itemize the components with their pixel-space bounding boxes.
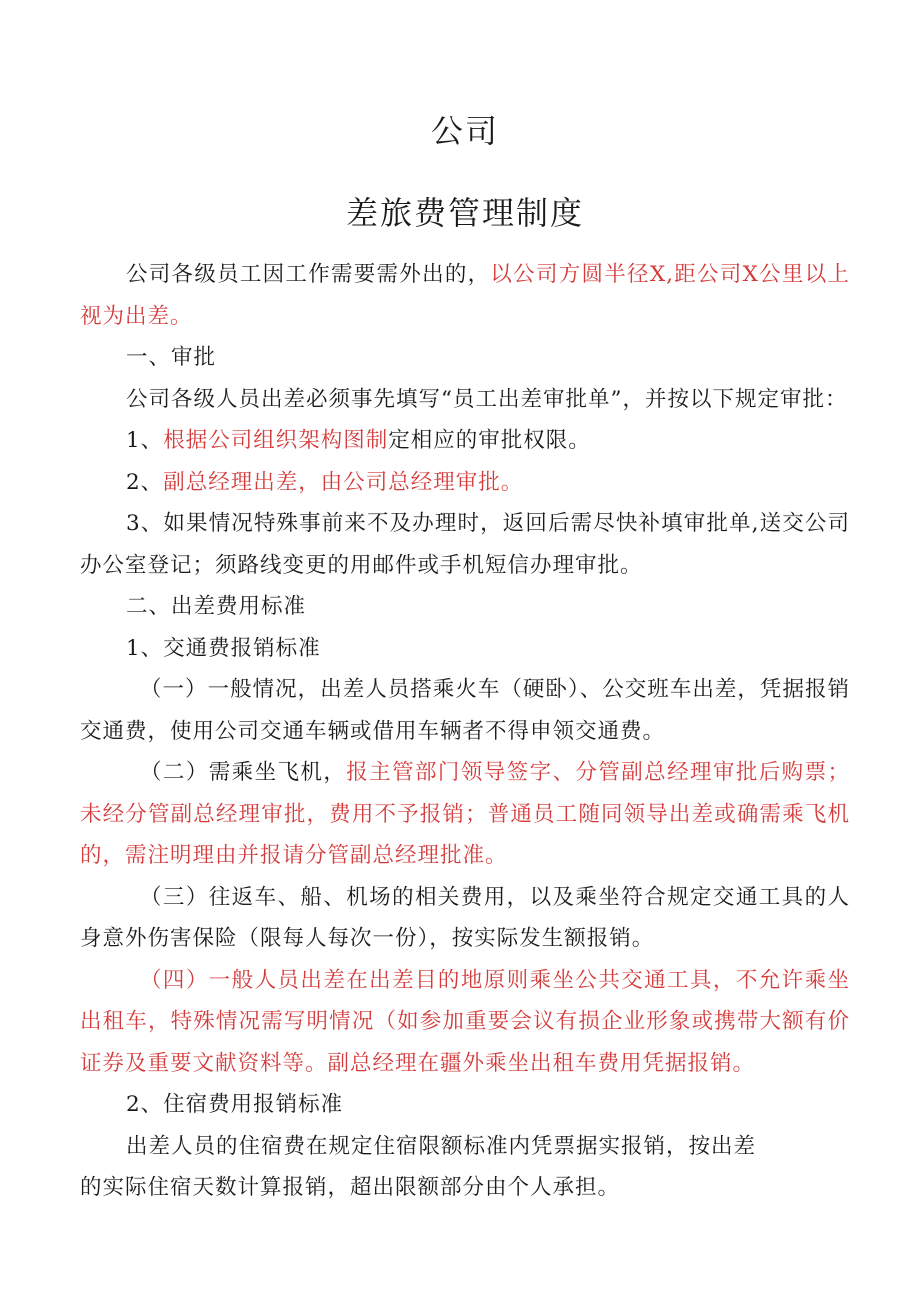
approval-item-1-rest: 定相应的审批权限。: [388, 428, 591, 453]
transport-rule-2: [80, 752, 850, 877]
section-1-text: 公司各级人员出差必须事先填写“员工出差审批单”，并按以下规定审批：: [126, 386, 848, 412]
company-title: 公司: [430, 112, 499, 150]
approval-item-2-red: 副总经理出差，由公司总经理审批。: [163, 469, 524, 495]
intro-paragraph: [80, 254, 850, 337]
transport-rule-1: （一）一般情况，出差人员搭乘火车（硬卧）、公交班车出差，凭据报销交通费，使用公司交通车辆或借用车辆者不得申领交通费。: [80, 677, 850, 744]
transport-rule-2-lead: （二）需乘坐飞机，: [140, 760, 347, 785]
transport-rule-3: （三）往返车、船、机场的相关费用，以及乘坐符合规定交通工具的人身意外伤害保险（限每人每次一份），按实际发生额报销。: [80, 884, 850, 951]
intro-text: 公司各级员工因工作需要需外出的，: [126, 262, 491, 287]
lodging-line-1: 出差人员的住宿费在规定住宿限额标准内凭票据实报销，按出差: [126, 1133, 757, 1159]
approval-item-3: 3、如果情况特殊事前来不及办理时，返回后需尽快补填审批单,送交公司办公室登记；须路线变更的用邮件或手机短信办理审批。: [80, 511, 850, 578]
intro-red-text: 以公司方圆半径X,距公司X公里以上视为出差。: [80, 262, 850, 329]
approval-item-1-number: 1、: [126, 428, 164, 453]
document-body: [80, 254, 850, 1209]
document-title: 差旅费管理制度: [345, 194, 584, 232]
section-1-heading: 一、审批: [126, 345, 217, 370]
lodging-heading: 2、住宿费用报销标准: [126, 1092, 344, 1117]
transport-heading: 1、交通费报销标准: [126, 635, 321, 661]
approval-item-1: [80, 420, 850, 462]
approval-item-2-number: 2、: [126, 469, 164, 495]
section-2-heading: 二、出差费用标准: [126, 594, 307, 619]
approval-item-1-red: 根据公司组织架构图制: [163, 428, 389, 453]
transport-rule-2-red: 报主管部门领导签字、分管副总经理审批后购票；未经分管副总经理审批，费用不予报销；普通员工随同领导出差或确需乘飞机的，需注明理由并报请分管副总经理批准。: [80, 760, 850, 868]
transport-rule-4: （四）一般人员出差在出差目的地原则乘坐公共交通工具，不允许乘坐出租车，特殊情况需写明情况（如参加重要会议有损企业形象或携带大额有价证券及重要文献资料等。副总经理在疆外乘坐出租车费用凭据报销。: [80, 967, 850, 1076]
approval-item-2: [80, 462, 850, 504]
lodging-line-2: 的实际住宿天数计算报销，超出限额部分由个人承担。: [80, 1175, 621, 1200]
